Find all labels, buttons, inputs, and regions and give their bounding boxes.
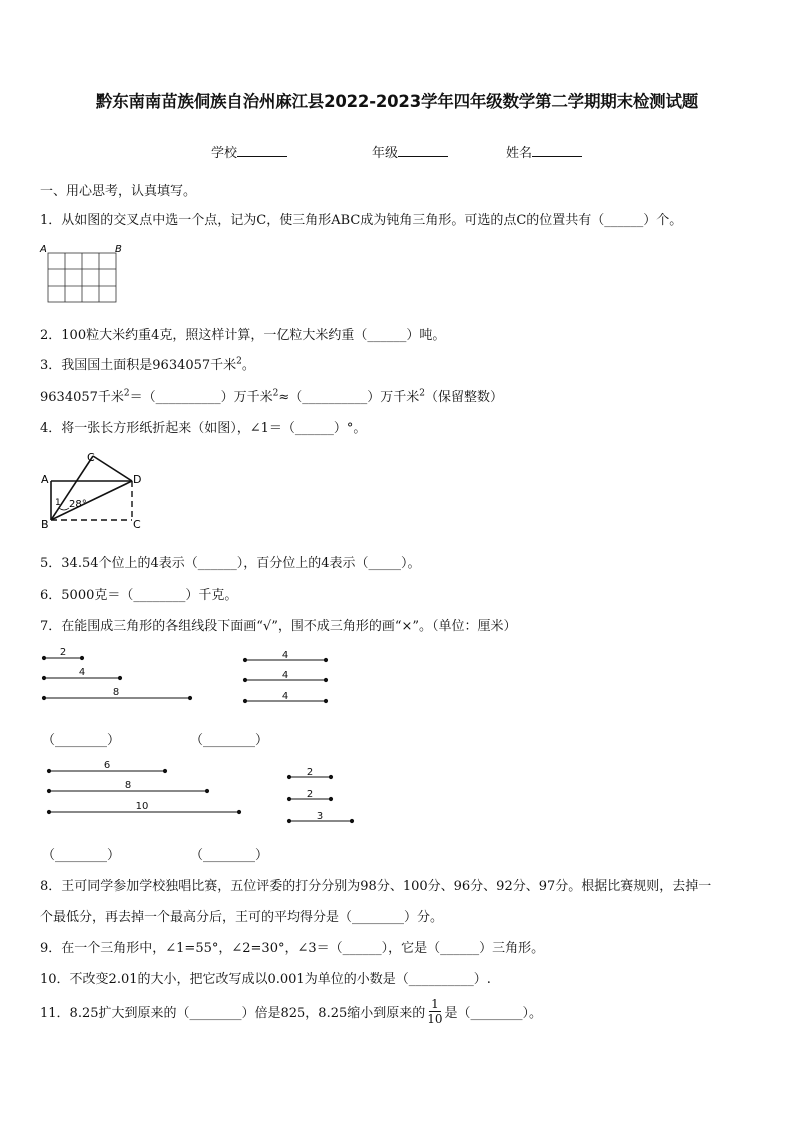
q3-l2-sup2: 2 [272, 388, 279, 399]
q3-l2-d: （保留整数） [425, 390, 504, 405]
point-a-label: A [40, 244, 47, 255]
q3-l2-c: ≈（__________）万千米 [278, 390, 420, 405]
g2-seg3-label: 4 [281, 691, 289, 702]
question-7: 7．在能围成三角形的各组线段下面画“√”，围不成三角形的画“×”。（单位：厘米） [40, 619, 517, 634]
point-b-label: B [115, 244, 122, 255]
section-heading: 一、用心思考，认真填写。 [40, 184, 197, 199]
g1-seg1-label: 2 [59, 647, 67, 658]
label-d: D [133, 473, 142, 486]
label-c-bottom: C [133, 518, 141, 531]
school-label: 学校 [211, 146, 238, 161]
answer-group-1[interactable]: （________） [42, 733, 121, 748]
g3-seg1-label: 6 [103, 760, 111, 771]
fraction [427, 997, 442, 1026]
question-11 [40, 997, 542, 1026]
question-5: 5．34.54个位上的4表示（______），百分位上的4表示（_____）。 [40, 556, 421, 571]
name-label: 姓名 [506, 146, 533, 161]
label-c-top: C [87, 451, 95, 464]
school-field [211, 142, 287, 161]
g4-seg1-label: 2 [306, 767, 314, 778]
grade-blank[interactable] [398, 143, 448, 157]
q3-l2-sup1: 2 [123, 388, 130, 399]
g1-seg2-label: 4 [78, 667, 86, 678]
answer-group-4[interactable]: （________） [190, 848, 269, 863]
question-4: 4．将一张长方形纸折起来（如图），∠1＝（______）°。 [40, 421, 367, 436]
question-8-line1: 8．王可同学参加学校独唱比赛，五位评委的打分分别为98分、100分、96分、92分、97分。根据比赛规则，去掉一 [40, 879, 712, 894]
question-8-line2: 个最低分，再去掉一个最高分后，王可的平均得分是（________）分。 [40, 910, 444, 925]
angle-1-label: 1 [55, 498, 61, 508]
question-9: 9．在一个三角形中，∠1=55°，∠2=30°，∠3＝（______），它是（______）三角形。 [40, 941, 545, 956]
q3-l2-b: ＝（__________）万千米 [129, 390, 273, 405]
q3-l2-a: 9634057千米 [40, 390, 124, 405]
g2-seg2-label: 4 [281, 670, 289, 681]
answer-group-2[interactable]: （________） [190, 733, 269, 748]
q11-text-b: 是（________）。 [444, 1006, 543, 1021]
g4-seg2-label: 2 [306, 789, 314, 800]
q3-text: 3．我国国土面积是9634057千米 [40, 358, 237, 373]
question-6: 6．5000克＝（________）千克。 [40, 588, 238, 603]
label-b: B [41, 518, 49, 531]
q3-l2-sup3: 2 [419, 388, 426, 399]
grade-field [372, 142, 448, 161]
g3-seg3-label: 10 [135, 801, 149, 812]
page-title: 黔东南南苗族侗族自治州麻江县2022-2023学年四年级数学第二学期期末检测试题 [95, 92, 699, 111]
question-1: 1．从如图的交叉点中选一个点，记为C，使三角形ABC成为钝角三角形。可选的点C的位置共有（______）个。 [40, 213, 683, 228]
folded-paper-figure [36, 448, 148, 534]
g1-seg3-label: 8 [112, 687, 120, 698]
g2-seg1-label: 4 [281, 650, 289, 661]
question-2: 2．100粒大米约重4克，照这样计算，一亿粒大米约重（______）吨。 [40, 328, 446, 343]
school-blank[interactable] [237, 143, 287, 157]
angle-28-label: 28° [69, 499, 87, 510]
q11-text-a: 11．8.25扩大到原来的（________）倍是825，8.25缩小到原来的 [40, 1006, 426, 1021]
fraction-numerator: 1 [431, 997, 439, 1011]
q3-sup: 2 [236, 356, 242, 367]
question-3-line1 [40, 354, 255, 373]
g4-seg3-label: 3 [316, 811, 324, 822]
grade-label: 年级 [372, 146, 399, 161]
question-10: 10．不改变2.01的大小，把它改写成以0.001为单位的小数是（__________）. [40, 972, 491, 987]
question-3-line2 [40, 386, 503, 405]
answer-group-3[interactable]: （________） [42, 848, 121, 863]
name-field [506, 142, 582, 161]
q3-text-end: 。 [241, 358, 255, 373]
name-blank[interactable] [532, 143, 582, 157]
grid-figure [36, 240, 126, 306]
g3-seg2-label: 8 [124, 780, 132, 791]
fraction-denominator: 10 [427, 1012, 443, 1026]
label-a: A [41, 473, 49, 486]
